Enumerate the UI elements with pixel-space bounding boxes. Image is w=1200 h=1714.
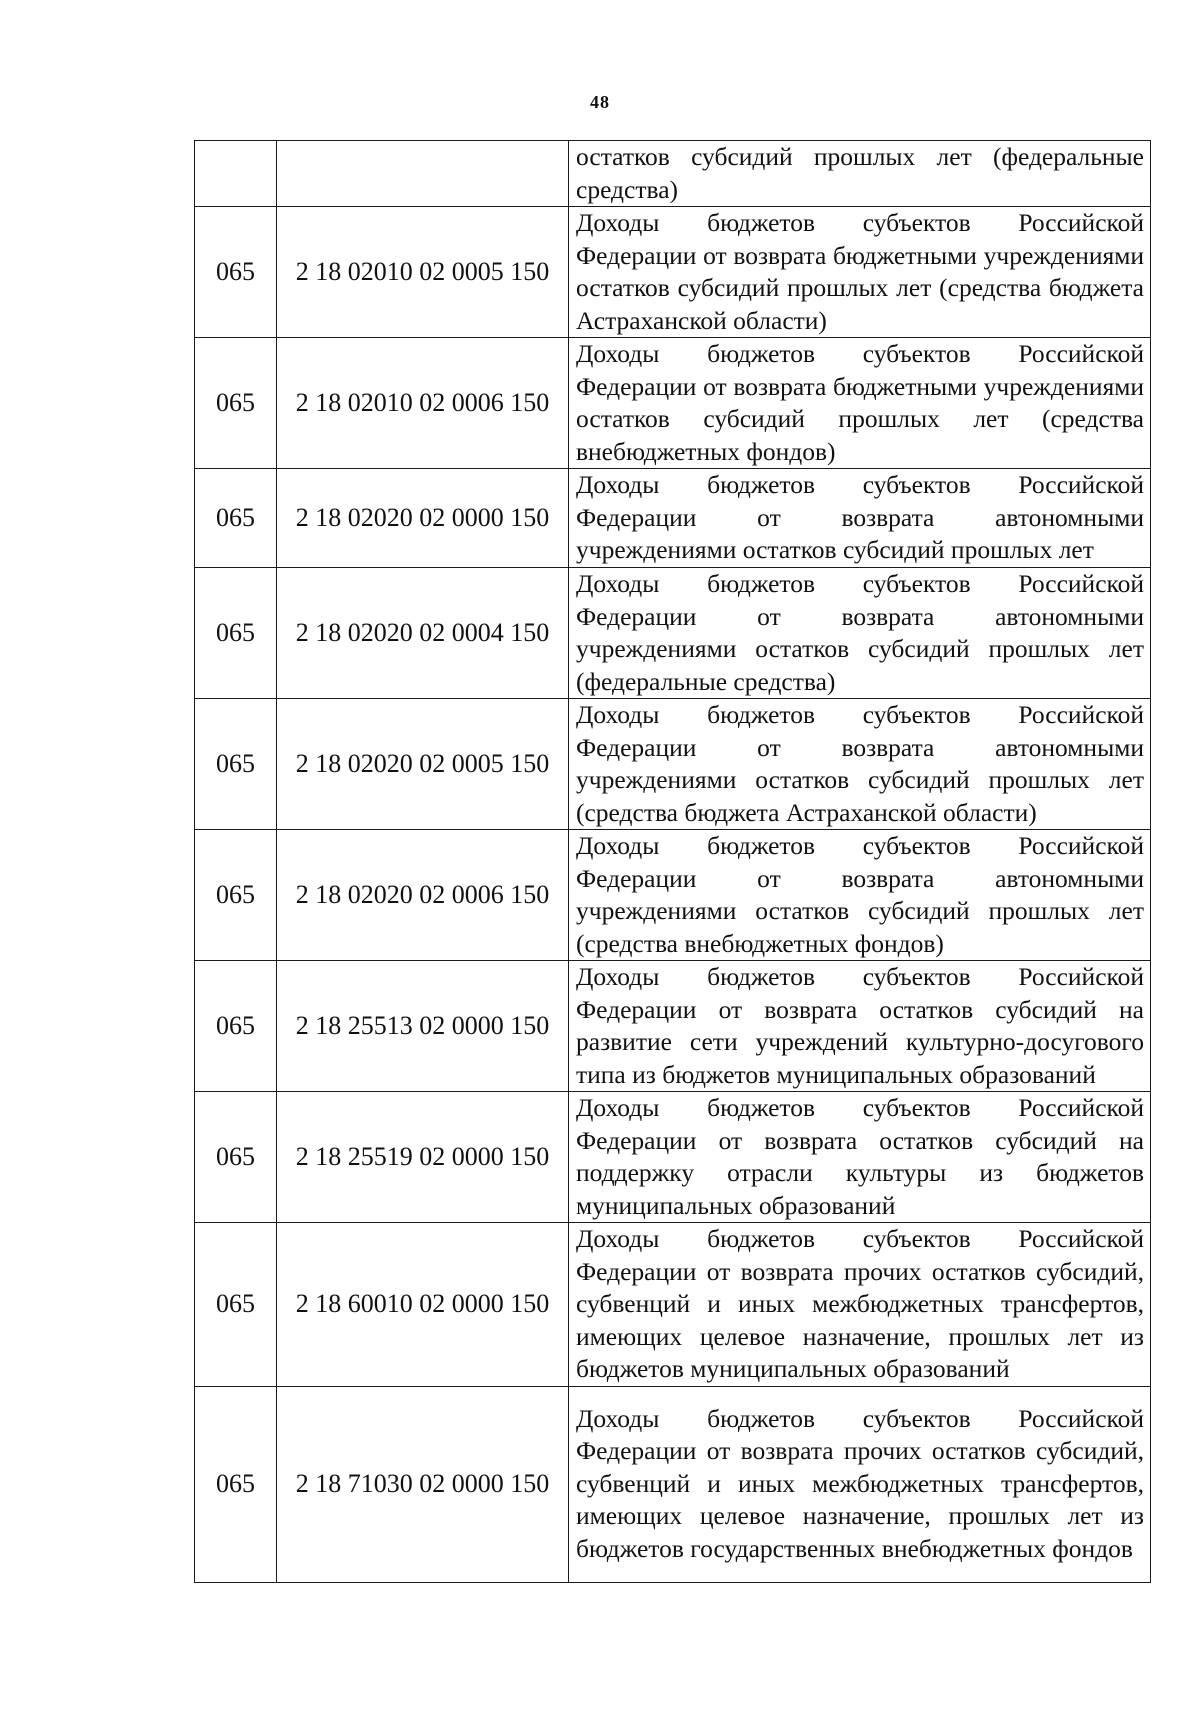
admin-code-cell: 065 bbox=[195, 1386, 277, 1582]
description-cell: Доходы бюджетов субъектов Российской Федерации от возврата прочих остатков субсидий, субвенций и иных межбюджетных трансфертов, имеющих целевое назначение, прошлых лет из бюджетов муниципальных образований bbox=[569, 1223, 1151, 1387]
admin-code-cell: 065 bbox=[195, 469, 277, 568]
table-row bbox=[195, 1092, 1151, 1223]
admin-code-cell bbox=[195, 141, 277, 207]
description-cell: Доходы бюджетов субъектов Российской Федерации от возврата прочих остатков субсидий, субвенций и иных межбюджетных трансфертов, имеющих целевое назначение, прошлых лет из бюджетов государственных внебюджетных фондов bbox=[569, 1386, 1151, 1582]
table-row bbox=[195, 207, 1151, 338]
table-row bbox=[195, 568, 1151, 699]
budget-code-cell bbox=[277, 141, 569, 207]
admin-code-cell: 065 bbox=[195, 699, 277, 830]
description-cell: Доходы бюджетов субъектов Российской Федерации от возврата бюджетными учреждениями остатков субсидий прошлых лет (средства бюджета Астраханской области) bbox=[569, 207, 1151, 338]
admin-code-cell: 065 bbox=[195, 1223, 277, 1387]
table-row bbox=[195, 699, 1151, 830]
budget-code-cell: 2 18 02020 02 0005 150 bbox=[277, 699, 569, 830]
budget-code-cell: 2 18 71030 02 0000 150 bbox=[277, 1386, 569, 1582]
budget-code-cell: 2 18 60010 02 0000 150 bbox=[277, 1223, 569, 1387]
budget-code-cell: 2 18 25513 02 0000 150 bbox=[277, 961, 569, 1092]
admin-code-cell: 065 bbox=[195, 961, 277, 1092]
table-row bbox=[195, 830, 1151, 961]
budget-code-cell: 2 18 25519 02 0000 150 bbox=[277, 1092, 569, 1223]
table-row bbox=[195, 1386, 1151, 1582]
description-cell: остатков субсидий прошлых лет (федеральные средства) bbox=[569, 141, 1151, 207]
table-row bbox=[195, 1223, 1151, 1387]
table-row bbox=[195, 141, 1151, 207]
admin-code-cell: 065 bbox=[195, 568, 277, 699]
admin-code-cell: 065 bbox=[195, 1092, 277, 1223]
description-cell: Доходы бюджетов субъектов Российской Федерации от возврата бюджетными учреждениями остатков субсидий прошлых лет (средства внебюджетных фондов) bbox=[569, 338, 1151, 469]
description-cell: Доходы бюджетов субъектов Российской Федерации от возврата автономными учреждениями остатков субсидий прошлых лет bbox=[569, 469, 1151, 568]
budget-code-cell: 2 18 02010 02 0005 150 bbox=[277, 207, 569, 338]
budget-revenue-table bbox=[194, 140, 1151, 1583]
description-cell: Доходы бюджетов субъектов Российской Федерации от возврата автономными учреждениями остатков субсидий прошлых лет (федеральные средства) bbox=[569, 568, 1151, 699]
admin-code-cell: 065 bbox=[195, 338, 277, 469]
budget-code-cell: 2 18 02020 02 0006 150 bbox=[277, 830, 569, 961]
description-cell: Доходы бюджетов субъектов Российской Федерации от возврата остатков субсидий на развитие сети учреждений культурно-досугового типа из бюджетов муниципальных образований bbox=[569, 961, 1151, 1092]
table-row bbox=[195, 338, 1151, 469]
admin-code-cell: 065 bbox=[195, 830, 277, 961]
table-row bbox=[195, 469, 1151, 568]
budget-code-cell: 2 18 02020 02 0004 150 bbox=[277, 568, 569, 699]
admin-code-cell: 065 bbox=[195, 207, 277, 338]
budget-code-cell: 2 18 02020 02 0000 150 bbox=[277, 469, 569, 568]
page-number: 48 bbox=[590, 92, 610, 112]
description-cell: Доходы бюджетов субъектов Российской Федерации от возврата остатков субсидий на поддержку отрасли культуры из бюджетов муниципальных образований bbox=[569, 1092, 1151, 1223]
budget-code-cell: 2 18 02010 02 0006 150 bbox=[277, 338, 569, 469]
description-cell: Доходы бюджетов субъектов Российской Федерации от возврата автономными учреждениями остатков субсидий прошлых лет (средства бюджета Астраханской области) bbox=[569, 699, 1151, 830]
table-row bbox=[195, 961, 1151, 1092]
description-cell: Доходы бюджетов субъектов Российской Федерации от возврата автономными учреждениями остатков субсидий прошлых лет (средства внебюджетных фондов) bbox=[569, 830, 1151, 961]
